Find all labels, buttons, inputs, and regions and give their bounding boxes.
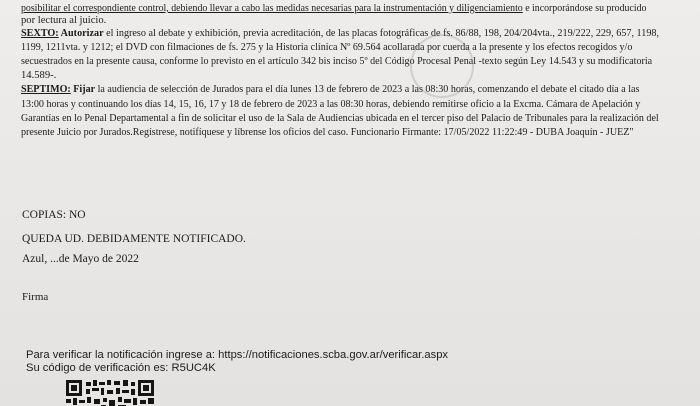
notification-notice: QUEDA UD. DEBIDAMENTE NOTIFICADO. (22, 233, 246, 245)
text-line-1 (21, 3, 646, 15)
sexto-paragraph-line-4: 14.589-. (21, 70, 57, 81)
copias-label: COPIAS: NO (22, 209, 86, 221)
verification-code-line: Su código de verificación es: R5UC4K (26, 362, 216, 374)
septimo-paragraph-line-4: presente Juicio por Jurados.Regístrese, notifíquese y líbrense los oficios del caso. Funcionario Firmante: 17/05/2022 11:22:49 - DUBA Joaquín - JUEZ" (21, 127, 634, 138)
verification-url-line: Para verificar la notificación ingrese a: https://notificaciones.scba.gov.ar/verificar.aspx (26, 349, 449, 361)
sexto-paragraph-line-3: secuestrados en la presente causa, conforme lo previsto en el artículo 342 bis inciso 5º del Código Procesal Penal -texto según Ley 14.543 y su modificatoria (21, 56, 653, 67)
sexto-verb: Autorizar (58, 28, 104, 39)
septimo-verb: Fijar (70, 84, 96, 95)
underlined-clause: posibilitar el correspondiente control, debiendo llevar a cabo las medidas necesarias para la instrumentación y diligenciamiento (21, 3, 523, 14)
sexto-text-1: el ingreso al debate y exhibición, previa acreditación, de las placas fotográficas de fs. 86/88, 198, 204/204vta., 219/222, 229, 657, 1198, (103, 28, 660, 39)
septimo-text-1: la audiencia de selección de Jurados para el día lunes 13 de febrero de 2023 a las 08:30 horas, comenzando el debate el citado día a las (95, 84, 640, 95)
septimo-paragraph-line-2: 13:00 horas y continuando los días 14, 15, 16, 17 y 18 de febrero de 2023 a las 08:30 horas, debiendo remitirse oficio a la Excma. Cámara de Apelación y (21, 99, 641, 110)
septimo-paragraph-line-3: Garantías en lo Penal Departamental a fin de solicitar el uso de la Sala de Audiencias ubicada en el tercer piso del Palacio de Tribunales para la realización del (21, 113, 659, 124)
sexto-paragraph-line-1 (21, 28, 659, 40)
date-line: Azul, ...de Mayo de 2022 (22, 253, 139, 265)
septimo-heading: SEPTIMO: (21, 84, 71, 95)
signature-label: Firma (22, 291, 49, 303)
sexto-heading: SEXTO: (21, 28, 59, 39)
qr-code-icon (66, 380, 154, 406)
text-line-1-end: e incorporándose su producido (522, 3, 647, 14)
text-line-2: por lectura al juicio. (21, 15, 107, 26)
sexto-paragraph-line-2: 1199, 1211vta. y 1212; el DVD con filmaciones de fs. 275 y la Historia clínica Nº 69.564 acollarada por cuerda a la presente y los efectos recogidos y/o (21, 42, 633, 53)
septimo-paragraph-line-1 (21, 84, 639, 96)
